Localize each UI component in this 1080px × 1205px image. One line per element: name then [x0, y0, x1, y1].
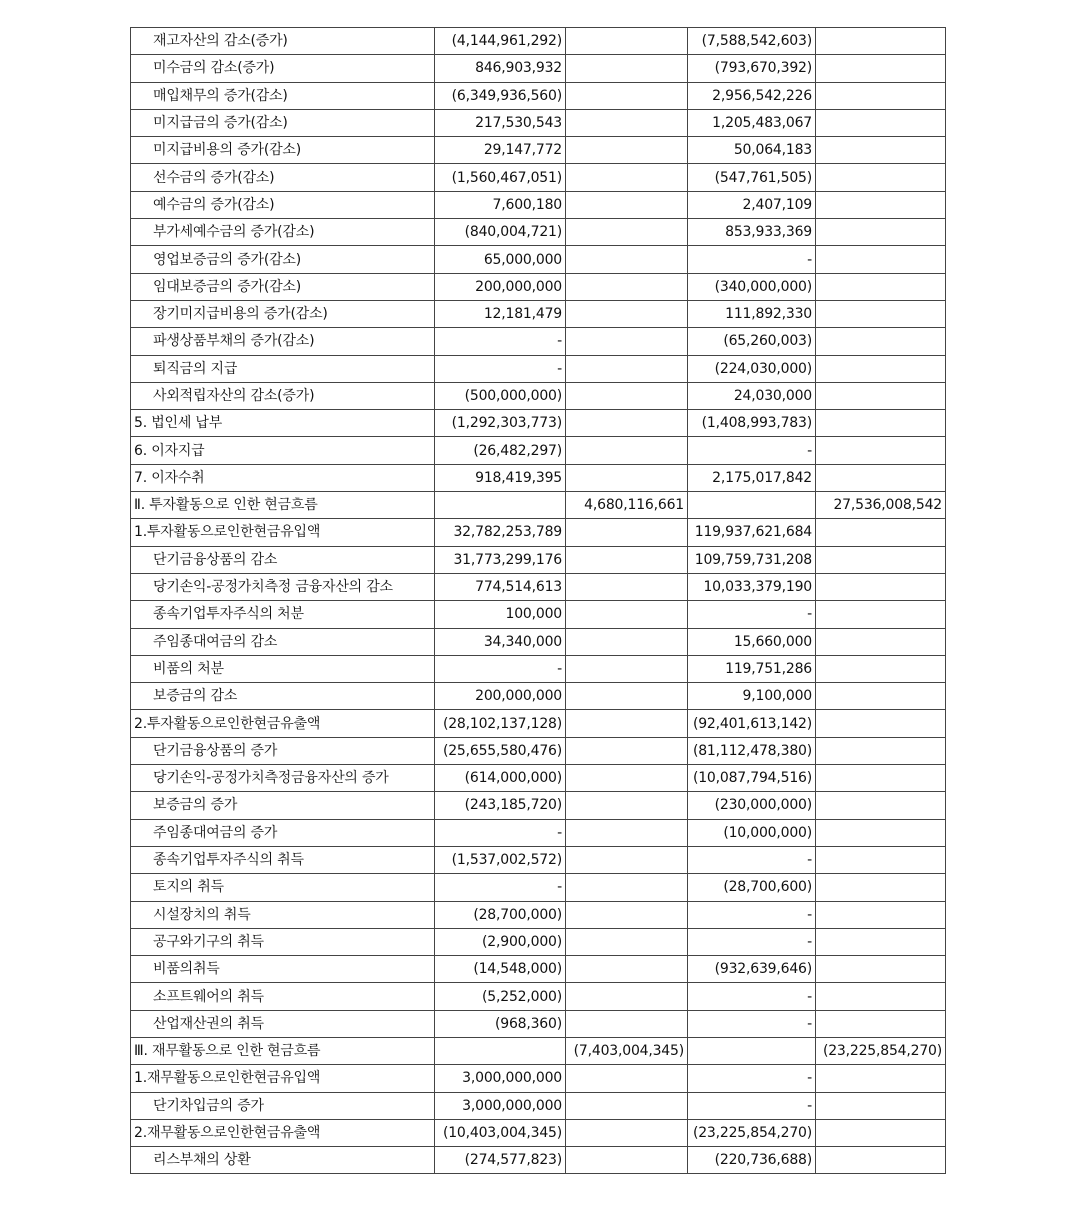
- table-row: [131, 492, 946, 519]
- amount-cell-c4: [816, 928, 946, 955]
- amount-cell-c2: [566, 355, 688, 382]
- table-row: [131, 437, 946, 464]
- amount-cell-c1: 65,000,000: [435, 246, 566, 273]
- table-row: [131, 983, 946, 1010]
- amount-cell-c1: 774,514,613: [435, 573, 566, 600]
- amount-cell-c3: (932,639,646): [688, 956, 816, 983]
- amount-cell-c1: -: [435, 328, 566, 355]
- row-label: 미지급비용의 증가(감소): [131, 137, 435, 164]
- amount-cell-c2: [566, 519, 688, 546]
- amount-cell-c2: [566, 928, 688, 955]
- amount-cell-c4: [816, 683, 946, 710]
- amount-cell-c4: [816, 846, 946, 873]
- amount-cell-c2: [566, 1119, 688, 1146]
- amount-cell-c3: 9,100,000: [688, 683, 816, 710]
- amount-cell-c1: (2,900,000): [435, 928, 566, 955]
- row-label: 미수금의 감소(증가): [131, 55, 435, 82]
- amount-cell-c1: (4,144,961,292): [435, 28, 566, 55]
- row-label: 사외적립자산의 감소(증가): [131, 382, 435, 409]
- amount-cell-c2: [566, 1092, 688, 1119]
- amount-cell-c4: [816, 437, 946, 464]
- amount-cell-c2: [566, 1065, 688, 1092]
- row-label: 산업재산권의 취득: [131, 1010, 435, 1037]
- table-row: [131, 28, 946, 55]
- amount-cell-c4: [816, 273, 946, 300]
- amount-cell-c1: (5,252,000): [435, 983, 566, 1010]
- amount-cell-c4: [816, 819, 946, 846]
- amount-cell-c2: [566, 109, 688, 136]
- table-row: [131, 1092, 946, 1119]
- amount-cell-c3: -: [688, 846, 816, 873]
- table-row: [131, 109, 946, 136]
- amount-cell-c2: [566, 82, 688, 109]
- amount-cell-c4: [816, 137, 946, 164]
- amount-cell-c1: (28,102,137,128): [435, 710, 566, 737]
- table-row: [131, 901, 946, 928]
- amount-cell-c3: 111,892,330: [688, 300, 816, 327]
- amount-cell-c2: [566, 164, 688, 191]
- row-label: 1.투자활동으로인한현금유입액: [131, 519, 435, 546]
- amount-cell-c3: (92,401,613,142): [688, 710, 816, 737]
- amount-cell-c4: [816, 246, 946, 273]
- amount-cell-c2: [566, 546, 688, 573]
- amount-cell-c2: [566, 683, 688, 710]
- table-row: [131, 874, 946, 901]
- amount-cell-c1: 846,903,932: [435, 55, 566, 82]
- amount-cell-c4: [816, 1092, 946, 1119]
- amount-cell-c4: [816, 983, 946, 1010]
- amount-cell-c2: [566, 765, 688, 792]
- amount-cell-c2: (7,403,004,345): [566, 1037, 688, 1064]
- amount-cell-c3: (1,408,993,783): [688, 410, 816, 437]
- amount-cell-c1: (614,000,000): [435, 765, 566, 792]
- amount-cell-c1: (1,537,002,572): [435, 846, 566, 873]
- amount-cell-c1: [435, 1037, 566, 1064]
- table-row: [131, 1065, 946, 1092]
- amount-cell-c3: 119,937,621,684: [688, 519, 816, 546]
- amount-cell-c3: 853,933,369: [688, 219, 816, 246]
- amount-cell-c1: 31,773,299,176: [435, 546, 566, 573]
- table-row: [131, 765, 946, 792]
- row-label: 주임종대여금의 감소: [131, 628, 435, 655]
- amount-cell-c3: (81,112,478,380): [688, 737, 816, 764]
- amount-cell-c1: 100,000: [435, 601, 566, 628]
- table-row: [131, 382, 946, 409]
- amount-cell-c1: 34,340,000: [435, 628, 566, 655]
- amount-cell-c3: (28,700,600): [688, 874, 816, 901]
- amount-cell-c2: [566, 28, 688, 55]
- amount-cell-c2: [566, 464, 688, 491]
- amount-cell-c4: [816, 765, 946, 792]
- amount-cell-c2: [566, 437, 688, 464]
- amount-cell-c2: [566, 191, 688, 218]
- amount-cell-c2: [566, 901, 688, 928]
- amount-cell-c4: [816, 410, 946, 437]
- row-label: 단기금융상품의 감소: [131, 546, 435, 573]
- amount-cell-c3: 119,751,286: [688, 655, 816, 682]
- amount-cell-c1: 200,000,000: [435, 273, 566, 300]
- row-label: 재고자산의 감소(증가): [131, 28, 435, 55]
- amount-cell-c2: [566, 846, 688, 873]
- amount-cell-c1: 918,419,395: [435, 464, 566, 491]
- amount-cell-c2: [566, 956, 688, 983]
- amount-cell-c1: 217,530,543: [435, 109, 566, 136]
- amount-cell-c1: [435, 492, 566, 519]
- amount-cell-c2: [566, 573, 688, 600]
- table-row: [131, 546, 946, 573]
- amount-cell-c2: [566, 983, 688, 1010]
- amount-cell-c1: 29,147,772: [435, 137, 566, 164]
- row-label: 매입채무의 증가(감소): [131, 82, 435, 109]
- amount-cell-c3: -: [688, 1010, 816, 1037]
- table-row: [131, 737, 946, 764]
- amount-cell-c4: (23,225,854,270): [816, 1037, 946, 1064]
- amount-cell-c2: [566, 328, 688, 355]
- amount-cell-c4: 27,536,008,542: [816, 492, 946, 519]
- table-row: [131, 792, 946, 819]
- amount-cell-c1: -: [435, 655, 566, 682]
- amount-cell-c3: -: [688, 601, 816, 628]
- amount-cell-c4: [816, 546, 946, 573]
- amount-cell-c4: [816, 1010, 946, 1037]
- amount-cell-c4: [816, 464, 946, 491]
- row-label: 보증금의 감소: [131, 683, 435, 710]
- amount-cell-c4: [816, 191, 946, 218]
- amount-cell-c3: 15,660,000: [688, 628, 816, 655]
- amount-cell-c4: [816, 519, 946, 546]
- table-row: [131, 1147, 946, 1174]
- row-label: 소프트웨어의 취득: [131, 983, 435, 1010]
- amount-cell-c3: 2,175,017,842: [688, 464, 816, 491]
- amount-cell-c1: 200,000,000: [435, 683, 566, 710]
- amount-cell-c3: [688, 492, 816, 519]
- amount-cell-c4: [816, 710, 946, 737]
- amount-cell-c2: 4,680,116,661: [566, 492, 688, 519]
- amount-cell-c2: [566, 382, 688, 409]
- amount-cell-c3: 24,030,000: [688, 382, 816, 409]
- amount-cell-c3: (224,030,000): [688, 355, 816, 382]
- table-row: [131, 137, 946, 164]
- row-label: 퇴직금의 지급: [131, 355, 435, 382]
- amount-cell-c1: -: [435, 819, 566, 846]
- amount-cell-c3: (230,000,000): [688, 792, 816, 819]
- row-label: 종속기업투자주식의 취득: [131, 846, 435, 873]
- amount-cell-c4: [816, 300, 946, 327]
- table-row: [131, 246, 946, 273]
- amount-cell-c2: [566, 819, 688, 846]
- row-label: 선수금의 증가(감소): [131, 164, 435, 191]
- amount-cell-c2: [566, 628, 688, 655]
- row-label: 영업보증금의 증가(감소): [131, 246, 435, 273]
- table-row: [131, 273, 946, 300]
- row-label: 예수금의 증가(감소): [131, 191, 435, 218]
- row-label: 비품의취득: [131, 956, 435, 983]
- table-row: [131, 55, 946, 82]
- amount-cell-c4: [816, 82, 946, 109]
- row-label: 단기금융상품의 증가: [131, 737, 435, 764]
- amount-cell-c3: (10,000,000): [688, 819, 816, 846]
- amount-cell-c4: [816, 1147, 946, 1174]
- amount-cell-c4: [816, 1065, 946, 1092]
- amount-cell-c1: 3,000,000,000: [435, 1092, 566, 1119]
- amount-cell-c3: (65,260,003): [688, 328, 816, 355]
- amount-cell-c1: (274,577,823): [435, 1147, 566, 1174]
- row-label: 7. 이자수취: [131, 464, 435, 491]
- row-label: 6. 이자지급: [131, 437, 435, 464]
- amount-cell-c4: [816, 109, 946, 136]
- table-row: [131, 819, 946, 846]
- row-label: 장기미지급비용의 증가(감소): [131, 300, 435, 327]
- amount-cell-c2: [566, 137, 688, 164]
- row-label: 비품의 처분: [131, 655, 435, 682]
- amount-cell-c3: (547,761,505): [688, 164, 816, 191]
- amount-cell-c1: (28,700,000): [435, 901, 566, 928]
- amount-cell-c1: -: [435, 874, 566, 901]
- table-row: [131, 655, 946, 682]
- row-label: Ⅲ. 재무활동으로 인한 현금흐름: [131, 1037, 435, 1064]
- cash-flow-table: [130, 27, 946, 1174]
- table-row: [131, 846, 946, 873]
- amount-cell-c2: [566, 1147, 688, 1174]
- amount-cell-c1: (243,185,720): [435, 792, 566, 819]
- table-row: [131, 683, 946, 710]
- table-row: [131, 628, 946, 655]
- table-row: [131, 191, 946, 218]
- amount-cell-c1: (10,403,004,345): [435, 1119, 566, 1146]
- amount-cell-c3: 109,759,731,208: [688, 546, 816, 573]
- row-label: 주임종대여금의 증가: [131, 819, 435, 846]
- row-label: 보증금의 증가: [131, 792, 435, 819]
- row-label: 2.재무활동으로인한현금유출액: [131, 1119, 435, 1146]
- table-row: [131, 219, 946, 246]
- amount-cell-c4: [816, 874, 946, 901]
- amount-cell-c3: (793,670,392): [688, 55, 816, 82]
- row-label: 단기차입금의 증가: [131, 1092, 435, 1119]
- amount-cell-c4: [816, 737, 946, 764]
- amount-cell-c1: (26,482,297): [435, 437, 566, 464]
- amount-cell-c3: (23,225,854,270): [688, 1119, 816, 1146]
- row-label: 당기손익-공정가치측정금융자산의 증가: [131, 765, 435, 792]
- table-row: [131, 164, 946, 191]
- amount-cell-c2: [566, 300, 688, 327]
- amount-cell-c3: -: [688, 1092, 816, 1119]
- amount-cell-c1: (14,548,000): [435, 956, 566, 983]
- row-label: 시설장치의 취득: [131, 901, 435, 928]
- amount-cell-c1: (500,000,000): [435, 382, 566, 409]
- amount-cell-c2: [566, 410, 688, 437]
- amount-cell-c4: [816, 164, 946, 191]
- table-row: [131, 82, 946, 109]
- amount-cell-c3: (340,000,000): [688, 273, 816, 300]
- amount-cell-c3: 1,205,483,067: [688, 109, 816, 136]
- row-label: 미지급금의 증가(감소): [131, 109, 435, 136]
- amount-cell-c3: -: [688, 1065, 816, 1092]
- amount-cell-c4: [816, 328, 946, 355]
- amount-cell-c3: (10,087,794,516): [688, 765, 816, 792]
- amount-cell-c3: (7,588,542,603): [688, 28, 816, 55]
- table-row: [131, 601, 946, 628]
- amount-cell-c1: (1,560,467,051): [435, 164, 566, 191]
- table-row: [131, 355, 946, 382]
- row-label: 1.재무활동으로인한현금유입액: [131, 1065, 435, 1092]
- table-row: [131, 928, 946, 955]
- amount-cell-c4: [816, 655, 946, 682]
- table-row: [131, 410, 946, 437]
- amount-cell-c2: [566, 655, 688, 682]
- row-label: 임대보증금의 증가(감소): [131, 273, 435, 300]
- amount-cell-c3: -: [688, 928, 816, 955]
- row-label: 5. 법인세 납부: [131, 410, 435, 437]
- amount-cell-c2: [566, 273, 688, 300]
- table-row: [131, 464, 946, 491]
- amount-cell-c2: [566, 219, 688, 246]
- table-row: [131, 1037, 946, 1064]
- amount-cell-c1: (968,360): [435, 1010, 566, 1037]
- row-label: 토지의 취득: [131, 874, 435, 901]
- table-row: [131, 1119, 946, 1146]
- amount-cell-c3: 2,407,109: [688, 191, 816, 218]
- amount-cell-c3: 50,064,183: [688, 137, 816, 164]
- row-label: 당기손익-공정가치측정 금융자산의 감소: [131, 573, 435, 600]
- row-label: 종속기업투자주식의 처분: [131, 601, 435, 628]
- amount-cell-c2: [566, 737, 688, 764]
- amount-cell-c1: (25,655,580,476): [435, 737, 566, 764]
- amount-cell-c3: -: [688, 901, 816, 928]
- amount-cell-c4: [816, 355, 946, 382]
- row-label: 리스부채의 상환: [131, 1147, 435, 1174]
- amount-cell-c4: [816, 1119, 946, 1146]
- amount-cell-c1: (6,349,936,560): [435, 82, 566, 109]
- amount-cell-c4: [816, 901, 946, 928]
- amount-cell-c4: [816, 55, 946, 82]
- amount-cell-c1: (1,292,303,773): [435, 410, 566, 437]
- row-label: 부가세예수금의 증가(감소): [131, 219, 435, 246]
- amount-cell-c1: 3,000,000,000: [435, 1065, 566, 1092]
- row-label: 파생상품부채의 증가(감소): [131, 328, 435, 355]
- amount-cell-c4: [816, 573, 946, 600]
- cash-flow-table-body: [131, 28, 946, 1174]
- table-row: [131, 710, 946, 737]
- amount-cell-c3: -: [688, 437, 816, 464]
- amount-cell-c3: [688, 1037, 816, 1064]
- amount-cell-c2: [566, 1010, 688, 1037]
- amount-cell-c2: [566, 874, 688, 901]
- amount-cell-c3: 2,956,542,226: [688, 82, 816, 109]
- amount-cell-c4: [816, 956, 946, 983]
- amount-cell-c1: -: [435, 355, 566, 382]
- row-label: Ⅱ. 투자활동으로 인한 현금흐름: [131, 492, 435, 519]
- amount-cell-c4: [816, 28, 946, 55]
- amount-cell-c4: [816, 219, 946, 246]
- row-label: 공구와기구의 취득: [131, 928, 435, 955]
- amount-cell-c2: [566, 246, 688, 273]
- amount-cell-c4: [816, 382, 946, 409]
- amount-cell-c1: (840,004,721): [435, 219, 566, 246]
- amount-cell-c3: -: [688, 983, 816, 1010]
- table-row: [131, 519, 946, 546]
- amount-cell-c4: [816, 628, 946, 655]
- row-label: 2.투자활동으로인한현금유출액: [131, 710, 435, 737]
- amount-cell-c3: (220,736,688): [688, 1147, 816, 1174]
- amount-cell-c4: [816, 792, 946, 819]
- table-row: [131, 300, 946, 327]
- amount-cell-c1: 12,181,479: [435, 300, 566, 327]
- amount-cell-c2: [566, 55, 688, 82]
- table-row: [131, 328, 946, 355]
- amount-cell-c3: 10,033,379,190: [688, 573, 816, 600]
- table-row: [131, 1010, 946, 1037]
- amount-cell-c2: [566, 710, 688, 737]
- amount-cell-c3: -: [688, 246, 816, 273]
- table-row: [131, 956, 946, 983]
- amount-cell-c4: [816, 601, 946, 628]
- amount-cell-c2: [566, 601, 688, 628]
- amount-cell-c2: [566, 792, 688, 819]
- amount-cell-c1: 7,600,180: [435, 191, 566, 218]
- amount-cell-c1: 32,782,253,789: [435, 519, 566, 546]
- table-row: [131, 573, 946, 600]
